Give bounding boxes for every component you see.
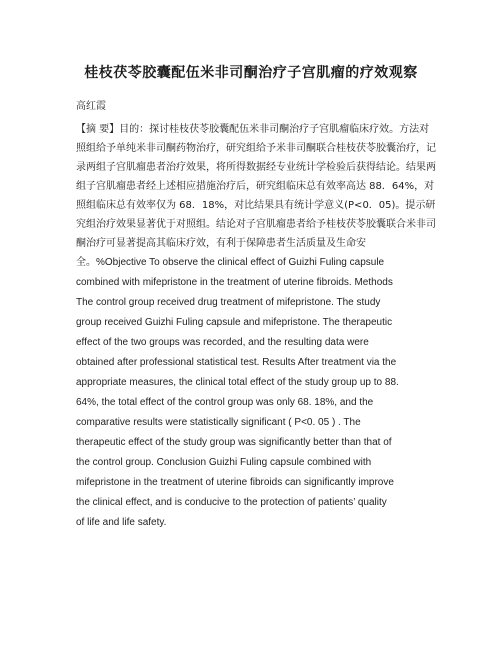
abstract-line: 64%, the total effect of the control group was only 68. 18%, and the xyxy=(76,397,374,408)
abstract-line: 全。%Objective To observe the clinical effect of Guizhi Fuling capsule xyxy=(76,257,385,268)
abstract-line: obtained after professional statistical test. Results After treatment via the xyxy=(76,357,397,368)
abstract-line: the clinical effect, and is conducive to the protection of patients’ quality xyxy=(76,497,387,508)
abstract-line: 组子宫肌瘤患者经上述相应措施治疗后，研究组临床总有效率高达 88．64%，对 xyxy=(76,181,435,192)
abstract-line: the control group. Conclusion Guizhi Fuling capsule combined with xyxy=(76,457,372,468)
abstract-line: 酮治疗可显著提高其临床疗效，有利于保障患者生活质量及生命安 xyxy=(76,238,366,249)
document-title: 桂枝茯苓胶囊配伍米非司酮治疗子宫肌瘤的疗效观察 xyxy=(84,65,418,81)
abstract-line: combined with mifepristone in the treatment of uterine fibroids. Methods xyxy=(76,277,393,288)
abstract-line: therapeutic effect of the study group was significantly better than that of xyxy=(76,437,392,448)
abstract-line: 【摘 要】目的：探讨桂枝茯苓胶囊配伍米非司酮治疗子宫肌瘤临床疗效。方法对 xyxy=(76,124,430,135)
abstract-line: effect of the two groups was recorded, and the resulting data were xyxy=(76,337,369,348)
abstract-line: of life and life safety. xyxy=(76,517,167,528)
abstract-line: 照组临床总有效率仅为 68．18%，对比结果具有统计学意义(P<0．05)。提示研 xyxy=(76,200,436,211)
abstract-line: mifepristone in the treatment of uterine fibroids can significantly improve xyxy=(76,477,394,488)
abstract-line: 照组给予单纯米非司酮药物治疗，研究组给予米非司酮联合桂枝茯苓胶囊治疗，记 xyxy=(76,143,436,154)
abstract-line: appropriate measures, the clinical total effect of the study group up to 88. xyxy=(76,377,399,388)
abstract-line: 究组治疗效果显著优于对照组。结论对子宫肌瘤患者给予桂枝茯苓胶囊联合米非司 xyxy=(76,219,436,230)
abstract-line: comparative results were statistically significant ( P<0. 05 ) . The xyxy=(76,417,361,428)
author-name: 高红霞 xyxy=(76,101,106,112)
abstract-line: group received Guizhi Fuling capsule and mifepristone. The therapeutic xyxy=(76,317,393,328)
abstract-line: 录两组子宫肌瘤患者治疗效果，将所得数据经专业统计学检验后获得结论。结果两 xyxy=(76,162,436,173)
abstract-line: The control group received drug treatment of mifepristone. The study xyxy=(76,297,381,308)
